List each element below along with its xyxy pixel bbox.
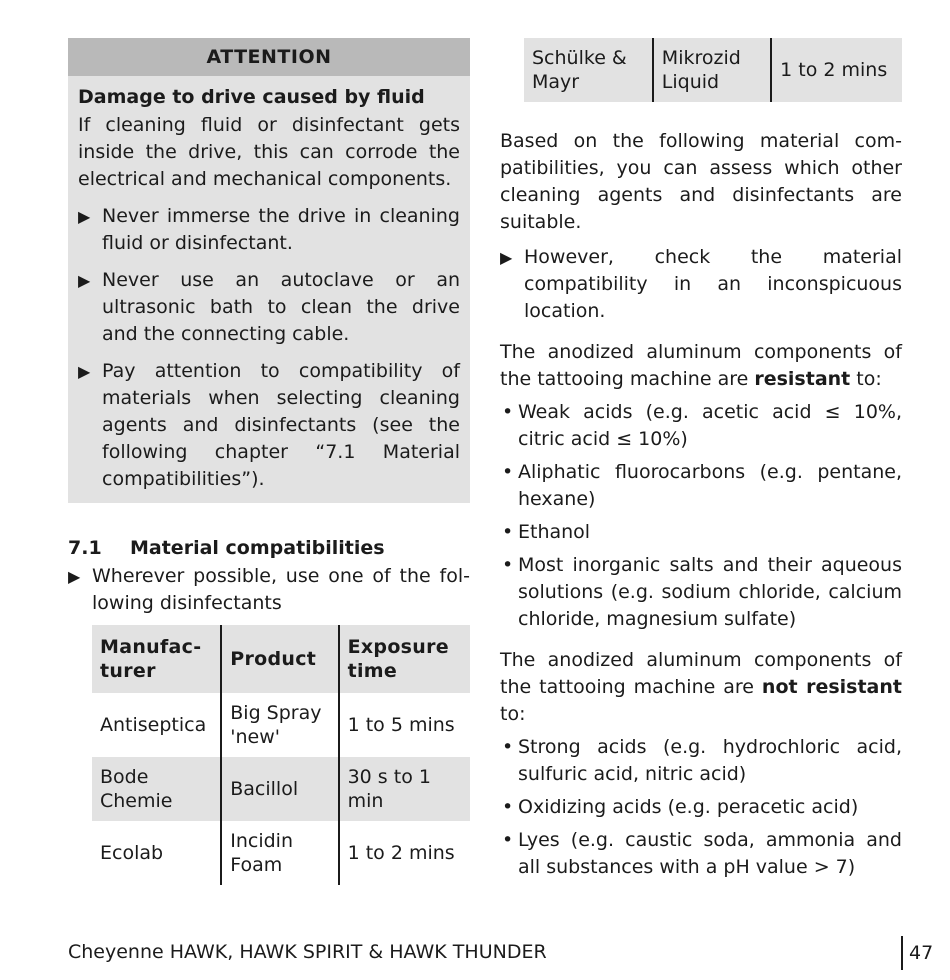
arrow-right-icon: ▶ bbox=[68, 567, 81, 586]
list-item-text: Lyes (e.g. caustic soda, ammonia and all substances with a pH value > 7) bbox=[518, 829, 902, 878]
attention-item-text: Never use an autoclave or an ultrasonic bath to clean the drive and the connecting cable. bbox=[102, 269, 460, 345]
attention-item-text: Pay attention to compatibility of materials when selecting cleaning agents and disinfectants (see the following chapter “7.1 Material compatibilities”). bbox=[102, 360, 460, 490]
cell-product: Big Spray 'new' bbox=[221, 693, 338, 757]
attention-title: Damage to drive caused by fluid bbox=[78, 86, 425, 108]
cell-manufacturer: Schülke & Mayr bbox=[532, 47, 627, 93]
cell-manufacturer: Bode Chemie bbox=[100, 766, 173, 812]
attention-intro: If cleaning fluid or disinfectant gets inside the drive, this can corrode the electrical and mechanical components. bbox=[78, 114, 460, 190]
attention-box bbox=[68, 38, 470, 503]
header-exposure-time: Exposure time bbox=[339, 625, 470, 693]
attention-heading: ATTENTION bbox=[68, 38, 470, 76]
header-manufacturer: Manufac-turer bbox=[100, 636, 202, 682]
section-heading bbox=[68, 535, 470, 561]
list-item-text: Ethanol bbox=[518, 521, 591, 543]
list-item bbox=[500, 794, 902, 821]
header-product: Product bbox=[221, 625, 338, 693]
instruction-item bbox=[68, 563, 470, 617]
instruction-text: Wherever possible, use one of the following disinfectants bbox=[92, 565, 470, 614]
cell-product: Mikrozid Liquid bbox=[653, 38, 771, 102]
table-row bbox=[92, 757, 470, 821]
check-text: However, check the material compatibility in an inconspicuous location. bbox=[524, 246, 902, 322]
attention-item bbox=[68, 203, 470, 257]
page-number: 47 bbox=[901, 936, 933, 970]
disinfectant-table-continued bbox=[524, 38, 902, 102]
section-title: Material compatibilities bbox=[130, 537, 385, 559]
list-item bbox=[500, 459, 902, 513]
list-item bbox=[500, 734, 902, 788]
list-item-text: Strong acids (e.g. hydrochloric acid, sulfuric acid, nitric acid) bbox=[518, 736, 902, 785]
left-column bbox=[68, 38, 470, 885]
instruction-list bbox=[68, 563, 470, 617]
cell-product: Incidin Foam bbox=[221, 821, 338, 885]
cell-exposure-time: 1 to 2 mins bbox=[339, 821, 470, 885]
attention-item-text: Never immerse the drive in cleaning fluid or disinfectant. bbox=[102, 205, 460, 254]
arrow-right-icon: ▶ bbox=[500, 248, 513, 267]
attention-item bbox=[68, 358, 470, 493]
cell-exposure-time: 1 to 2 mins bbox=[771, 38, 902, 102]
section-number: 7.1 bbox=[68, 537, 102, 559]
resistant-emphasis: resistant bbox=[754, 368, 851, 390]
cell-product: Bacillol bbox=[221, 757, 338, 821]
assess-paragraph: Based on the following material compatibilities, you can assess which other cleaning agents and disinfectants are suitable. bbox=[500, 130, 902, 233]
arrow-right-icon: ▶ bbox=[78, 271, 91, 290]
cell-exposure-time: 1 to 5 mins bbox=[339, 693, 470, 757]
resistant-intro: The anodized aluminum components of the tattooing machine are bbox=[500, 341, 902, 390]
check-list bbox=[500, 244, 902, 325]
table-header-row bbox=[92, 625, 470, 693]
list-item bbox=[500, 519, 902, 546]
bullet-icon: • bbox=[502, 554, 514, 576]
table-row bbox=[92, 821, 470, 885]
table-row bbox=[92, 693, 470, 757]
not-resistant-emphasis: not resistant bbox=[761, 676, 902, 698]
cell-manufacturer: Antiseptica bbox=[100, 714, 207, 736]
not-resistant-list bbox=[500, 734, 902, 881]
cell-exposure-time: 30 s to 1 min bbox=[339, 757, 470, 821]
not-resistant-intro: The anodized aluminum components of the tattooing machine are bbox=[500, 649, 902, 698]
bullet-icon: • bbox=[502, 401, 514, 423]
attention-item bbox=[68, 267, 470, 348]
list-item-text: Most inorganic salts and their aqueous solutions (e.g. sodium chloride, calcium chloride, magnesium sulfate) bbox=[518, 554, 902, 630]
disinfectant-table bbox=[92, 625, 470, 885]
footer-product-name: Cheyenne HAWK, HAWK SPIRIT & HAWK THUNDER bbox=[68, 941, 547, 963]
list-item bbox=[500, 552, 902, 633]
resistant-list bbox=[500, 399, 902, 633]
list-item bbox=[500, 827, 902, 881]
bullet-icon: • bbox=[502, 521, 514, 543]
list-item-text: Weak acids (e.g. acetic acid ≤ 10%, citric acid ≤ 10%) bbox=[518, 401, 902, 450]
list-item-text: Oxidizing acids (e.g. peracetic acid) bbox=[518, 796, 859, 818]
not-resistant-paragraph bbox=[500, 647, 902, 728]
list-item bbox=[500, 399, 902, 453]
resistant-paragraph bbox=[500, 339, 902, 393]
table-row bbox=[524, 38, 902, 102]
cell-manufacturer: Ecolab bbox=[100, 842, 164, 864]
arrow-right-icon: ▶ bbox=[78, 207, 91, 226]
list-item-text: Aliphatic fluorocarbons (e.g. pentane, hexane) bbox=[518, 461, 902, 510]
arrow-right-icon: ▶ bbox=[78, 362, 91, 381]
right-column bbox=[500, 38, 902, 881]
bullet-icon: • bbox=[502, 829, 514, 851]
bullet-icon: • bbox=[502, 796, 514, 818]
bullet-icon: • bbox=[502, 736, 514, 758]
bullet-icon: • bbox=[502, 461, 514, 483]
attention-list bbox=[68, 203, 470, 493]
resistant-end: to: bbox=[850, 368, 882, 390]
not-resistant-end: to: bbox=[500, 703, 526, 725]
check-item bbox=[500, 244, 902, 325]
